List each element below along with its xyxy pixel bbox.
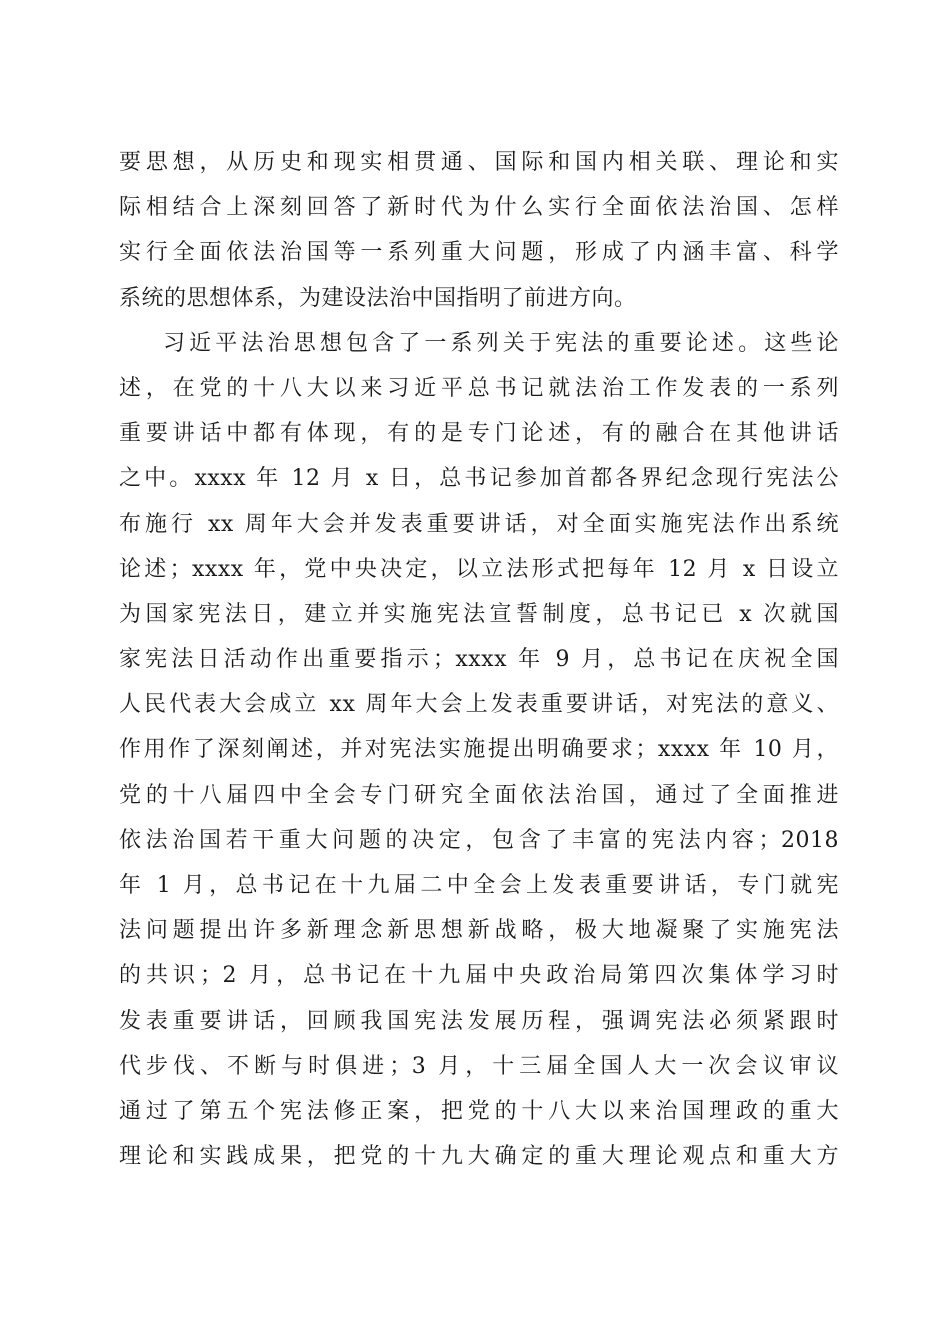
body-text <box>119 140 839 1179</box>
paragraph-2-line: 通过了第五个宪法修正案，把党的十八大以来治国理政的重大 <box>119 1098 839 1124</box>
paragraph-2-line: 家宪法日活动作出重要指示；xxxx 年 9 月，总书记在庆祝全国 <box>119 647 839 673</box>
paragraph-1-line: 要思想，从历史和现实相贯通、国际和国内相关联、理论和实 <box>119 150 839 175</box>
paragraph-2-line: 作用作了深刻阐述，并对宪法实施提出明确要求；xxxx 年 10 月， <box>119 737 839 763</box>
paragraph-2-line: 理论和实践成果，把党的十九大确定的重大理论观点和重大方 <box>119 1144 839 1170</box>
paragraph-2-line: 论述；xxxx 年，党中央决定，以立法形式把每年 12 月 x 日设立 <box>119 556 839 582</box>
paragraph-1-line: 际相结合上深刻回答了新时代为什么实行全面依法治国、怎样 <box>119 195 839 221</box>
paragraph-2-line: 法问题提出许多新理念新思想新战略，极大地凝聚了实施宪法 <box>119 918 839 944</box>
paragraph-2-line: 依法治国若干重大问题的决定，包含了丰富的宪法内容；2018 <box>119 827 839 853</box>
paragraph-2-line: 为国家宪法日，建立并实施宪法宣誓制度，总书记已 x 次就国 <box>119 601 839 627</box>
paragraph-1-line: 系统的思想体系，为建设法治中国指明了前进方向。 <box>119 285 637 311</box>
paragraph-2-line: 述，在党的十八大以来习近平总书记就法治工作发表的一系列 <box>119 375 839 401</box>
paragraph-2-line: 习近平法治思想包含了一系列关于宪法的重要论述。这些论 <box>163 330 839 356</box>
paragraph-2-line: 的共识；2 月，总书记在十九届中央政治局第四次集体学习时 <box>119 963 839 989</box>
paragraph-2-line: 党的十八届四中全会专门研究全面依法治国，通过了全面推进 <box>119 782 839 808</box>
paragraph-2-line: 之中。xxxx 年 12 月 x 日，总书记参加首都各界纪念现行宪法公 <box>119 466 839 492</box>
paragraph-2-line: 代步伐、不断与时俱进；3 月，十三届全国人大一次会议审议 <box>119 1053 839 1079</box>
paragraph-2-line: 重要讲话中都有体现，有的是专门论述，有的融合在其他讲话 <box>119 421 839 447</box>
paragraph-2-line: 年 1 月，总书记在十九届二中全会上发表重要讲话，专门就宪 <box>119 873 839 898</box>
paragraph-2-line: 人民代表大会成立 xx 周年大会上发表重要讲话，对宪法的意义、 <box>119 692 839 718</box>
paragraph-2-line: 布施行 xx 周年大会并发表重要讲话，对全面实施宪法作出系统 <box>119 511 839 537</box>
paragraph-2-line: 发表重要讲话，回顾我国宪法发展历程，强调宪法必须紧跟时 <box>119 1008 839 1034</box>
paragraph-1-line: 实行全面依法治国等一系列重大问题，形成了内涵丰富、科学 <box>119 240 839 266</box>
